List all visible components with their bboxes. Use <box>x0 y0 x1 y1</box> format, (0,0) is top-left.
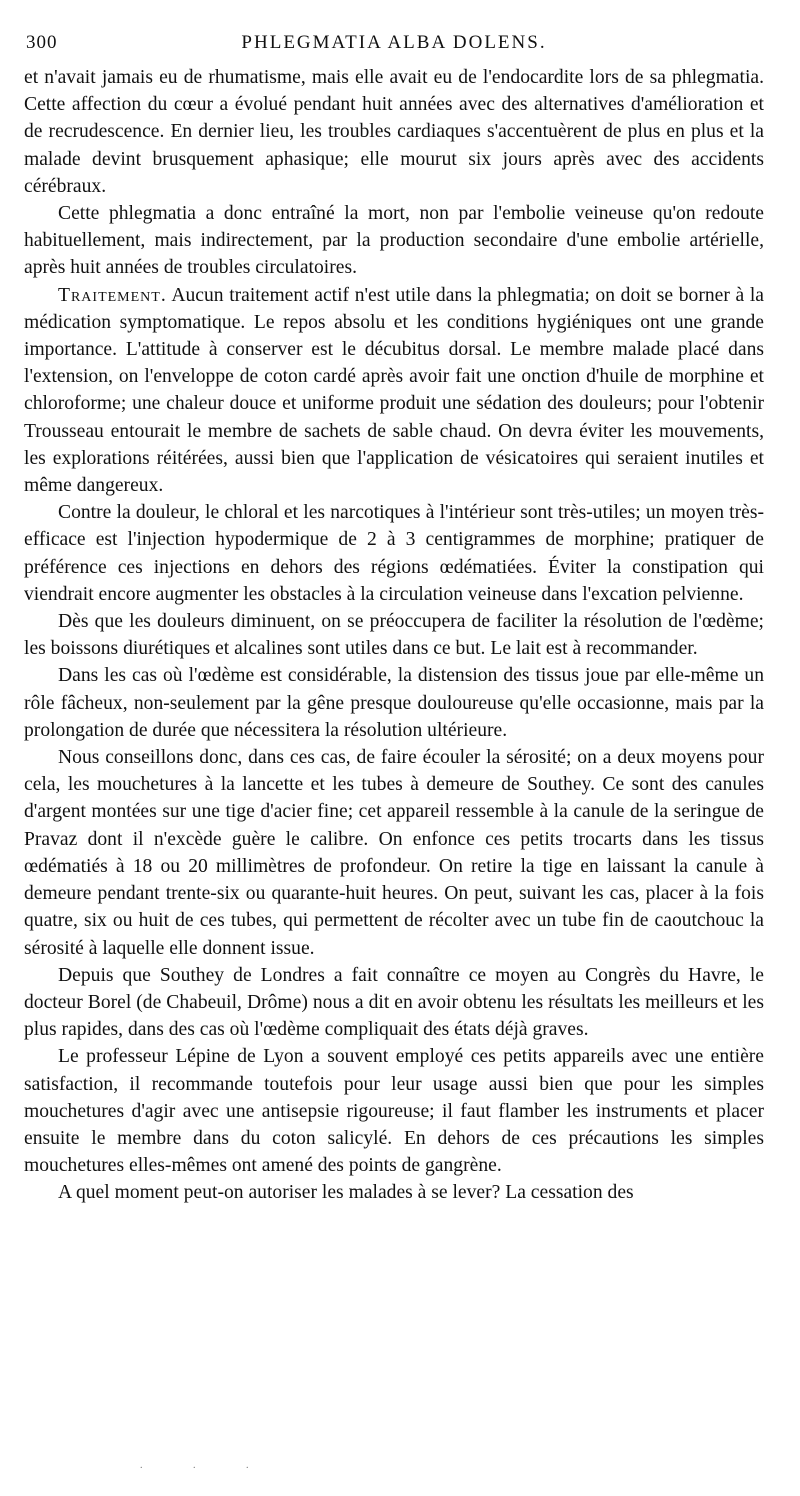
paragraph-text: Le professeur Lépine de Lyon a souvent employé ces petits appareils avec une entière satisfaction, il recommande toutefois pour leur usage aussi bien que pour les simples mouchetures d'agir avec une antisepsie rigoureuse; il faut flamber les instruments et placer ensuite le membre dans du coton salicylé. En dehors de ces précautions les simples mouchetures elles-mêmes ont amené des points de gangrène. <box>24 1046 764 1177</box>
bottom-marks: . . . <box>140 1460 273 1471</box>
paragraph-text: A quel moment peut-on autoriser les malades à se lever? La cessation des <box>58 1182 634 1204</box>
paragraph-text: et n'avait jamais eu de rhumatisme, mais elle avait eu de l'endocardite lors de sa phlegmatia. Cette affection du cœur a évolué pendant huit années avec des alternatives d'amélioration et de recrudescence. En dernier lieu, les troubles cardiaques s'accentuèrent de plus en plus et la malade devint brusquement aphasique; elle mourut six jours après avec des accidents cérébraux. <box>24 67 764 197</box>
paragraph-2 <box>24 200 764 282</box>
paragraph-6 <box>24 662 764 744</box>
paragraph-1 <box>24 64 764 200</box>
paragraph-text: Dans les cas où l'œdème est considérable, la distension des tissus joue par elle-même un rôle fâcheux, non-seulement par la gêne presque douloureuse qu'elle occasionne, mais par la prolongation de durée que nécessitera la résolution ultérieure. <box>24 665 764 741</box>
paragraph-10 <box>24 1179 764 1206</box>
paragraph-text: Cette phlegmatia a donc entraîné la mort, non par l'embolie veineuse qu'on redoute habituellement, mais indirectement, par la production secondaire d'une embolie artérielle, après huit années de troubles circulatoires. <box>24 203 764 279</box>
paragraph-text: Depuis que Southey de Londres a fait connaître ce moyen au Congrès du Havre, le docteur Borel (de Chabeuil, Drôme) nous a dit en avoir obtenu les résultats les meilleurs et les plus rapides, dans des cas où l'œdème compliquait des états déjà graves. <box>24 964 764 1041</box>
body-text <box>24 64 764 1207</box>
paragraph-4 <box>24 499 764 608</box>
paragraph-traitement <box>24 282 764 500</box>
paragraph-9 <box>24 1043 764 1179</box>
paragraph-8 <box>24 962 764 1044</box>
paragraph-text: Nous conseillons donc, dans ces cas, de faire écouler la sérosité; on a deux moyens pour cela, les mouchetures à la lancette et les tubes à demeure de Southey. Ce sont des canules d'argent montées sur une tige d'acier fine; cet appareil ressemble à la canule de la seringue de Pravaz dont il n'excède guère le calibre. On enfonce ces petits trocarts dans les tissus œdématiés à 18 ou 20 millimètres de profondeur. On retire la tige en laissant la canule à demeure pendant trente-six ou quarante-huit heures. On peut, suivant les cas, placer à la fois quatre, six ou huit de ces tubes, qui permettent de récolter avec un tube fin de caoutchouc la sérosité à laquelle elle donnent issue. <box>24 747 764 959</box>
paragraph-text: Contre la douleur, le chloral et les narcotiques à l'intérieur sont très-utiles; un moyen très-efficace est l'injection hypodermique de 2 à 3 centigrammes de morphine; pratiquer de préférence ces injections en dehors des régions œdématiées. Éviter la constipation qui viendrait encore augmenter les obstacles à la circulation veineuse dans l'excation pelvienne. <box>24 502 764 605</box>
page-header <box>24 28 764 56</box>
section-lead: Traitement. <box>58 284 167 306</box>
paragraph-text: Dès que les douleurs diminuent, on se préoccupera de faciliter la résolution de l'œdème; les boissons diurétiques et alcalines sont utiles dans ce but. Le lait est à recommander. <box>24 611 764 660</box>
paragraph-5 <box>24 608 764 662</box>
running-title: PHLEGMATIA ALBA DOLENS. <box>241 32 547 53</box>
paragraph-text: Aucun traitement actif n'est utile dans la phlegmatia; on doit se borner à la médication symptomatique. Le repos absolu et les conditions hygiéniques ont une grande importance. L'attitude à conserver est le décubitus dorsal. Le membre malade placé dans l'extension, on l'enveloppe de coton cardé après avoir fait une onction d'huile de morphine et chloroforme; une chaleur douce et uniforme produit une sédation des douleurs; pour l'obtenir Trousseau entourait le membre de sachets de sable chaud. On devra éviter les mouvements, les explorations réitérées, aussi bien que l'application de vésicatoires qui seraient inutiles et même dangereux. <box>24 284 764 497</box>
paragraph-7 <box>24 744 764 962</box>
page-number: 300 <box>26 32 58 53</box>
